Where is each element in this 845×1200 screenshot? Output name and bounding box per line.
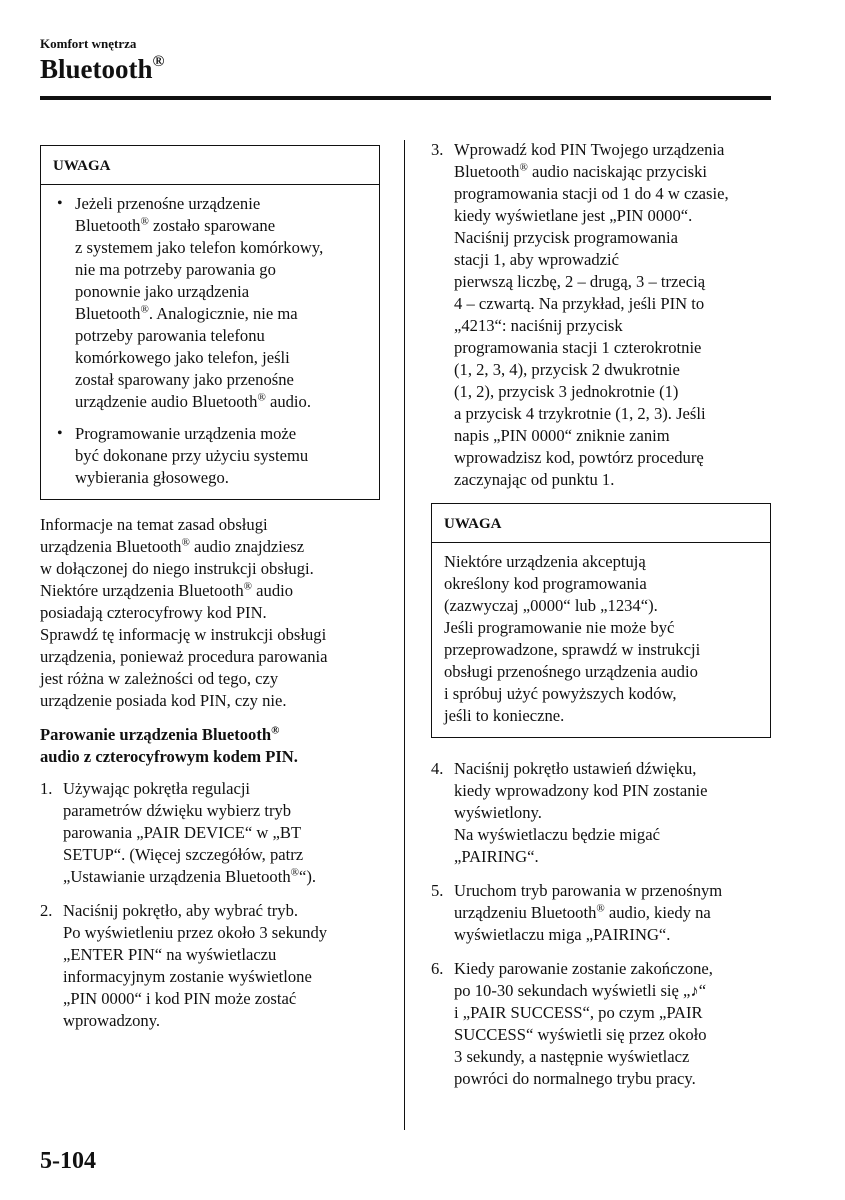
step-2: 2. Naciśnij pokrętło, aby wybrać tryb. Po wyświetleniu przez około 3 sekundy „ENTER PIN“ na wyświetlaczu informacyjnym zostanie wyświetlone „PIN 0000“ i kod PIN może zostać wprowadzony. — [40, 901, 328, 1030]
step-5: 5. Uruchom tryb parowania w przenośnym urządzeniu Bluetooth® audio, kiedy na wyświetlaczu miga „PAIRING“. — [431, 881, 723, 944]
section-label: Komfort wnętrza — [40, 36, 137, 51]
note-box — [431, 503, 771, 738]
registered-mark: ® — [152, 53, 165, 70]
note-body: Niektóre urządzenia akceptują określony kod programowania (zazwyczaj „0000“ lub „1234“). Jeśli programowanie nie może być przeprowadzone, sprawdź w instrukcji obsługi przenośnego urządzenia audio i spróbuj użyć powyższych kodów, jeśli to konieczne. — [444, 552, 701, 725]
note-bullet: • Jeżeli przenośne urządzenie Bluetooth® zostało sparowane z systemem jako telefon komórkowy, nie ma potrzeby parowania go ponownie jako urządzenia Bluetooth®. Analogicznie, nie ma potrzeby parowania telefonu komórkowego jako telefon, jeśli został sparowany jako przenośne urządzenie audio Bluetooth® audio. — [53, 193, 367, 413]
note-heading: UWAGA — [41, 146, 379, 185]
music-note-icon: ♪ — [690, 981, 699, 1000]
page-title: Bluetooth® — [40, 53, 165, 84]
step-3: 3. Wprowadź kod PIN Twojego urządzenia Bluetooth® audio naciskając przyciski programowania stacji od 1 do 4 w czasie, kiedy wyświetlane jest „PIN 0000“. Naciśnij przycisk programowania stacji 1, aby wprowadzić pierwszą liczbę, 2 – drugą, 3 – trzecią 4 – czwartą. Na przykład, jeśli PIN to „4213“: naciśnij przycisk programowania stacji 1 czterokrotnie (1, 2, 3, 4), przycisk 2 dwukrotnie (1, 2), przycisk 3 jednokrotnie (1) a przycisk 4 trzykrotnie (1, 2, 3). Jeśli napis „PIN 0000“ zniknie zanim wprowadzisz kod, powtórz procedurę zaczynając od punktu 1. — [431, 140, 729, 489]
subheading: Parowanie urządzenia Bluetooth® audio z czterocyfrowym kodem PIN. — [40, 724, 298, 766]
info-paragraph: Informacje na temat zasad obsługi urządzenia Bluetooth® audio znajdziesz w dołączonej do niego instrukcji obsługi. Niektóre urządzenia Bluetooth® audio posiadają czterocyfrowy kod PIN. Sprawdź tę informację w instrukcji obsługi urządzenia, ponieważ procedura parowania jest różna w zależności od tego, czy urządzenie posiada kod PIN, czy nie. — [40, 515, 328, 710]
note-body — [41, 185, 379, 499]
left-column — [40, 145, 380, 1044]
step-6: 6. Kiedy parowanie zostanie zakończone, po 10-30 sekundach wyświetli się „♪“ i „PAIR SUCCESS“, po czym „PAIR SUCCESS“ wyświetli się przez około 3 sekundy, a następnie wyświetlacz powróci do normalnego trybu pracy. — [431, 959, 713, 1088]
note-heading: UWAGA — [432, 504, 770, 543]
note-box — [40, 145, 380, 500]
step-1: 1. Używając pokrętła regulacji parametrów dźwięku wybierz tryb parowania „PAIR DEVICE“ w „BT SETUP“. (Więcej szczegółów, patrz „Ustawianie urządzenia Bluetooth®“). — [40, 779, 317, 886]
right-column — [431, 139, 771, 1102]
header-rule — [40, 96, 771, 100]
column-divider — [404, 140, 405, 1130]
note-bullet: • Programowanie urządzenia może być dokonane przy użyciu systemu wybierania głosowego. — [53, 423, 367, 489]
step-4: 4. Naciśnij pokrętło ustawień dźwięku, kiedy wprowadzony kod PIN zostanie wyświetlony. Na wyświetlaczu będzie migać „PAIRING“. — [431, 759, 708, 866]
page-number: 5-104 — [40, 1148, 96, 1174]
